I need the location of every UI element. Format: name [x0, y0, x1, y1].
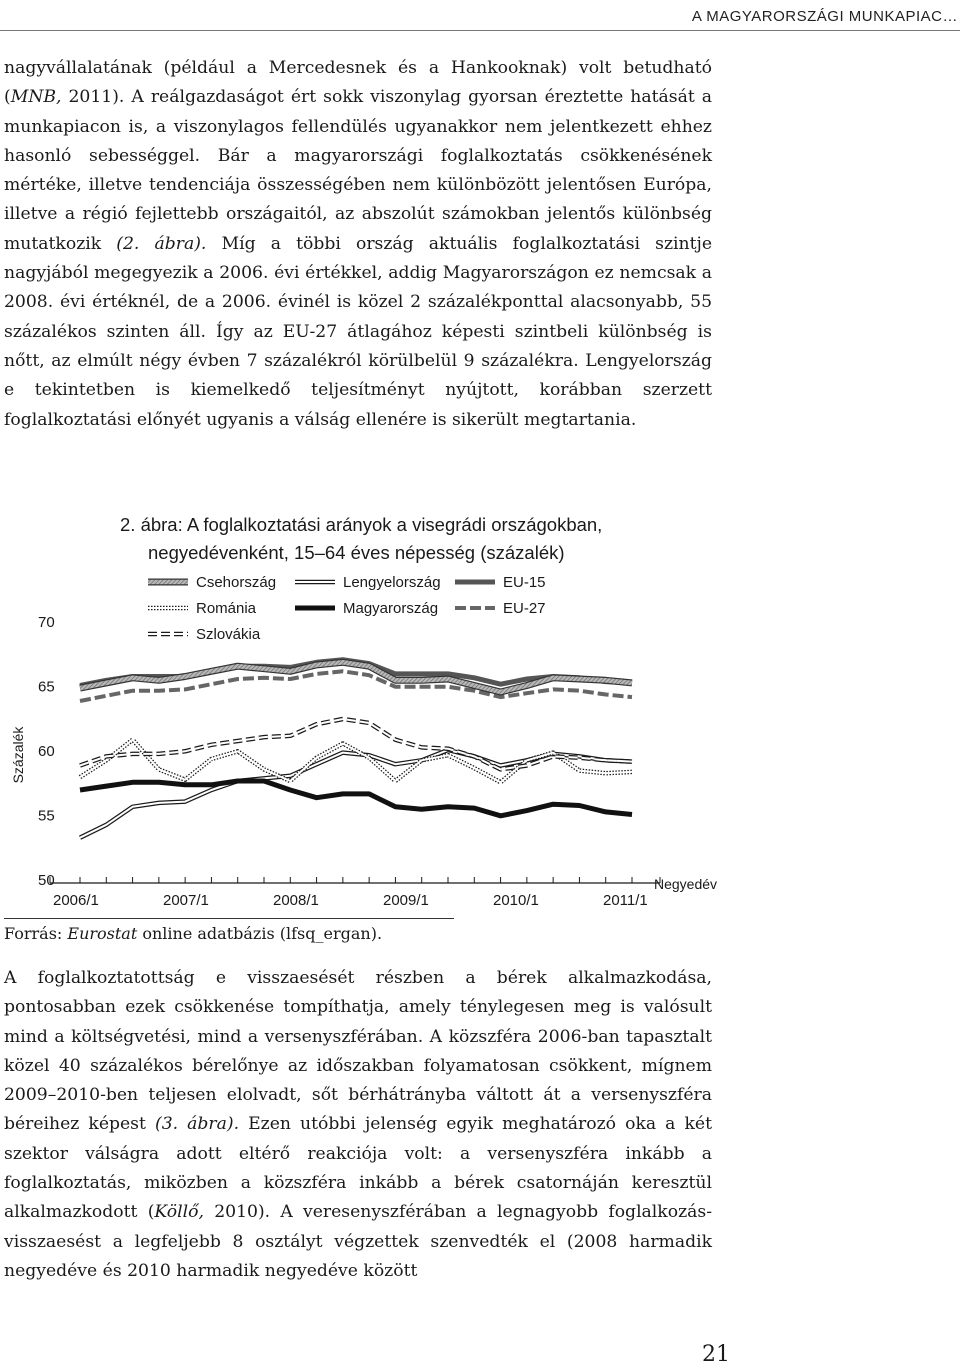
chart-title: 2. ábra: A foglalkoztatási arányok a visegrádi országokban,	[120, 514, 603, 535]
p2-figure-ref: (3. ábra).	[155, 1114, 240, 1135]
series-lines	[80, 660, 632, 838]
legend-label: Csehország	[196, 574, 277, 591]
y-axis-label: Százalék	[10, 726, 26, 784]
legend-item-romania	[148, 600, 257, 617]
legend-item-csehorszag	[148, 574, 276, 591]
source-rule	[4, 918, 454, 919]
p1-figure-ref: (2. ábra).	[116, 233, 207, 254]
p1-citation: MNB,	[10, 87, 62, 108]
x-axis-label: Negyedév	[654, 876, 718, 892]
chart-subtitle: negyedévenként, 15–64 éves népesség (százalék)	[148, 542, 565, 563]
y-tick-label-50: 50	[38, 872, 55, 889]
series-line-magyarorszag	[80, 781, 632, 816]
legend-item-eu-27	[455, 600, 546, 617]
legend-item-szlovakia	[148, 626, 261, 643]
series-line-romania	[80, 740, 632, 783]
x-tick-label-2008-1: 2008/1	[273, 892, 319, 905]
legend-label: Szlovákia	[196, 626, 261, 643]
p2-part2: Ezen utóbbi jelenség egyik meghatározó oka a két szektor válságra adott eltérő reakciója volt: a versenyszféra inkább a foglalkoztatás, miközben a közszféra inkább a bérek csatornáján keresztül alkalmazkodott (	[4, 1114, 712, 1223]
source-suffix: online adatbázis (lfsq_ergan).	[137, 924, 383, 943]
x-tick-label-2010-1: 2010/1	[493, 892, 539, 905]
paragraph-2	[4, 964, 712, 1286]
legend-item-eu-15	[455, 574, 546, 591]
figure-2	[0, 505, 720, 905]
legend-label: Magyarország	[343, 600, 439, 617]
line-chart	[0, 505, 720, 905]
x-tick-label-2011-1: 2011/1	[603, 892, 648, 905]
page-number: 21	[702, 1342, 730, 1367]
x-tick-label-2007-1: 2007/1	[163, 892, 209, 905]
x-tick-label-2006-1: 2006/1	[53, 892, 99, 905]
running-header	[0, 8, 960, 34]
legend-label: EU-27	[503, 600, 546, 617]
series-line-szlovakia	[80, 719, 632, 769]
paragraph-1	[4, 54, 712, 435]
x-axis-ticks	[50, 877, 660, 905]
figure-source	[4, 924, 382, 943]
p1-part2: 2011). A reálgazdaságot ért sokk viszonylag gyorsan éreztette hatását a munkapiacon is, a viszonylagos fellendülés ugyanakkor nem jelentkezett ehhez hasonló sebességgel. Bár a magyarországi foglalkoztatás csökkenésének mértéke, illetve tendenciája összességében nem különbözött jelentősen Európa, illetve a régió fejlettebb országaitól, az abszolút számokban jelentős különbség mutatkozik	[4, 87, 712, 254]
legend-item-magyarorszag	[295, 600, 438, 617]
p2-part1: A foglalkoztatottság e visszaesését részben a bérek alkalmazkodása, pontosabban ezek csökkenése tompíthatja, amely ténylegesen meg is valósult mind a költségvetési, mind a versenyszférában. A közszféra 2006-ban tapasztalt közel 40 százalékos bérelőnye az időszakban folyamatosan csökkent, mígnem 2009–2010-ben teljesen elolvadt, sőt bérhátrányba váltott át a versenyszféra béreihez képest	[4, 968, 712, 1135]
y-axis-ticks	[38, 614, 55, 889]
p2-part3: 2010). A veresenyszférában a legnagyobb foglalkozás-visszaesést a legfeljebb 8 osztályt végzettek szenvedték el (2008 harmadik negyedéve és 2010 harmadik negyedéve között	[4, 1202, 712, 1281]
y-tick-label-70: 70	[38, 614, 55, 631]
header-rule	[0, 30, 960, 31]
source-prefix: Forrás:	[4, 924, 68, 943]
p2-citation: Köllő,	[154, 1202, 204, 1223]
legend	[148, 574, 546, 643]
p1-part3: Míg a többi ország aktuális foglalkoztatási szintje nagyjából megegyezik a 2006. évi értékkel, addig Magyarországon ez nemcsak a 2008. évi értéknél, de a 2006. évinél is közel 2 százalékponttal alacsonyabb, 55 százalékos szinten áll. Így az EU-27 átlagához képesti szintbeli különbség is nőtt, az elmúlt négy évben 7 százalékról körülbelül 9 százalékra. Lengyelország e tekintetben is kiemelkedő teljesítményt nyújtott, korábban szerzett foglalkoztatási előnyét ugyanis a válság ellenére is sikerült megtartania.	[4, 233, 712, 430]
x-tick-label-2009-1: 2009/1	[383, 892, 429, 905]
legend-label: Lengyelország	[343, 574, 441, 591]
header-title: A MAGYARORSZÁGI MUNKAPIAC…	[691, 8, 958, 25]
y-tick-label-60: 60	[38, 743, 55, 760]
source-eurostat: Eurostat	[67, 924, 138, 943]
p1-part1: nagyvállalatának (például a Mercedesnek és a Hankooknak) volt betudható (	[4, 58, 712, 108]
series-line-csehorszag	[80, 662, 632, 692]
y-tick-label-65: 65	[38, 678, 55, 696]
legend-label: EU-15	[503, 574, 546, 591]
y-tick-label-55: 55	[38, 807, 55, 825]
legend-label: Románia	[196, 600, 257, 617]
legend-item-lengyelorszag	[295, 574, 441, 591]
